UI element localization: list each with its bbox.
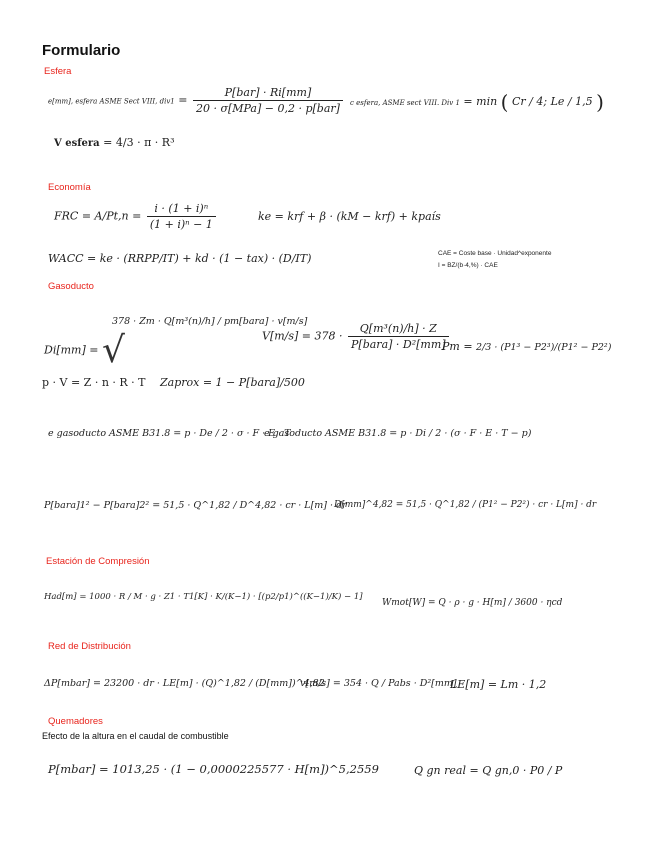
econ-frc-equation: [54, 202, 218, 231]
quem-real-flow-equation: Q gn real = Q gn,0 · P0 / P: [414, 764, 563, 777]
section-esfera: Esfera: [44, 66, 72, 77]
gas-mean-pressure-rhs: 2/3 · (P1³ − P2³)/(P1² − P2²): [476, 342, 612, 353]
esfera-thickness-lhs: e[mm], esfera ASME Sect VIII, div1: [48, 97, 175, 106]
section-economia: Economía: [48, 182, 91, 193]
quem-pressure-altitude-equation: P[mbar] = 1013,25 · (1 − 0,0000225577 · H[m])^5,2559: [48, 762, 379, 776]
gas-velocity-fraction: [348, 322, 449, 351]
gas-thickness-de-equation: e gasoducto ASME B31.8 = p · De / 2 · σ · F · E · T: [48, 428, 291, 439]
econ-ke-equation: ke = krf + β · (kM − krf) + kpaís: [258, 210, 441, 223]
gas-pressure-drop-equation: P[bara]1² − P[bara]2² = 51,5 · Q^1,82 / D^4,82 · cr · L[m] · dr: [44, 500, 347, 511]
econ-frc-fraction: [147, 202, 216, 231]
gas-velocity-num: Q[m³(n)/h] · Z: [348, 322, 449, 337]
gas-mean-pressure-equation: [442, 340, 611, 353]
gas-velocity-den: P[bara] · D²[mm]: [351, 338, 446, 351]
red-velocity-equation: v[m/s] = 354 · Q / Pabs · D²[mm]: [300, 678, 457, 689]
section-estacion-compresion: Estación de Compresión: [46, 556, 150, 567]
gas-thickness-di-equation: e gasoducto ASME B31.8 = p · Di / 2 · (σ · F · E · T − p): [264, 428, 532, 439]
gas-diameter-lhs: Di[mm] =: [44, 343, 99, 357]
esfera-thickness-equation: e[mm], esfera ASME Sect VIII, div1 = $\frac{\text{P[bar] · Ri[mm]}}{\text{20 · σ[MPa] − 0,2 · p[bar]}}$: [48, 86, 345, 115]
esfera-thickness-fraction: [193, 86, 343, 115]
gas-velocity-equation: [262, 322, 451, 351]
gas-velocity-lhs: V[m/s] = 378 ·: [262, 329, 343, 343]
esfera-corrosion-min: = min: [463, 95, 498, 108]
esfera-corrosion-a: Cr / 4: [511, 95, 544, 108]
quemadores-subtitle: Efecto de la altura en el caudal de combustible: [42, 731, 229, 741]
gas-ideal-gas-equation: p · V = Z · n · R · T: [42, 376, 146, 389]
esfera-corrosion-equation: c esfera, ASME sect VIII. Div 1 = min ( Cr / 4; Le / 1,5 ): [350, 90, 604, 114]
esfera-volume-rhs: = 4/3 · π · R³: [103, 136, 175, 149]
section-red-distribucion: Red de Distribución: [48, 641, 131, 652]
gas-mean-pressure-lhs: Pm =: [442, 340, 473, 353]
comp-power-equation: Wmot[W] = Q · ρ · g · H[m] / 3600 · ηcd: [382, 598, 563, 608]
red-length-equation: LE[m] = Lm · 1,2: [450, 678, 547, 691]
econ-wacc-equation: WACC = ke · (RRPP/IT) + kd · (1 − tax) · (D/IT): [48, 252, 312, 265]
econ-frc-den: (1 + i)ⁿ − 1: [149, 218, 213, 231]
page-title: Formulario: [42, 42, 121, 59]
econ-frc-num: i · (1 + i)ⁿ: [147, 202, 216, 217]
esfera-thickness-den: 20 · σ[MPa] − 0,2 · p[bar]: [195, 102, 340, 115]
esfera-volume-equation: [54, 136, 174, 149]
gas-zaprox-equation: Zaprox = 1 − P[bara]/500: [160, 376, 305, 389]
esfera-corrosion-b: Le / 1,5: [550, 95, 593, 108]
esfera-corrosion-lhs: c esfera, ASME sect VIII. Div 1: [350, 99, 460, 107]
red-pressure-drop-equation: ΔP[mbar] = 23200 · dr · LE[m] · (Q)^1,82 / (D[mm])^4,82: [44, 678, 325, 689]
gas-diameter-weymouth-equation: D[mm]^4,82 = 51,5 · Q^1,82 / (P1² − P2²) · cr · L[m] · dr: [334, 500, 597, 510]
section-quemadores: Quemadores: [48, 716, 103, 727]
esfera-thickness-num: P[bar] · Ri[mm]: [193, 86, 343, 101]
section-gasoducto: Gasoducto: [48, 281, 94, 292]
gas-diameter-equation: Di[mm] = √: [44, 330, 125, 371]
esfera-volume-lhs: V esfera: [54, 138, 100, 149]
econ-frc-lhs: FRC = A/Pt,n =: [54, 209, 142, 223]
gas-diameter-rhs: 378 · Zm · Q[m³(n)/h] / pm[bara] · v[m/s]: [112, 316, 308, 327]
comp-head-equation: Had[m] = 1000 · R / M · g · Z1 · T1[K] · K/(K−1) · [(p2/p1)^((K−1)/K) − 1]: [44, 592, 363, 602]
cae-note-line2: I = BZ/(b·4,%) · CAE: [438, 262, 498, 269]
cae-note-line1: CAE = Coste base · Unidad^exponente: [438, 250, 552, 257]
